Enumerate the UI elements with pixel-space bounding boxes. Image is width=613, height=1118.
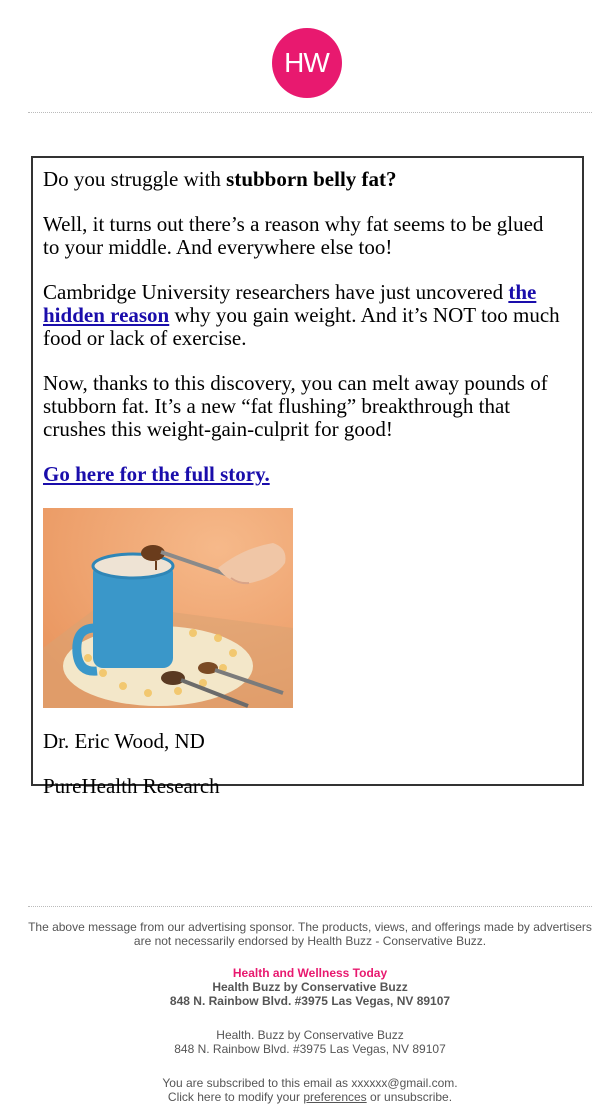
research-prefix: Cambridge University researchers have just uncovered [43, 280, 509, 304]
brand-name: Health and Wellness Today [232, 966, 388, 980]
message-body [43, 168, 563, 820]
modify-line [28, 1090, 592, 1104]
paragraph-discovery: Now, thanks to this discovery, you can melt away pounds of stubborn fat. It’s a new “fat flushing” breakthrough that crushes this weight-gain-culprit for good! [43, 371, 548, 441]
paragraph-intro [43, 168, 563, 191]
logo-text: HW [284, 47, 329, 78]
brand-logo[interactable] [272, 28, 342, 98]
signature-name: Dr. Eric Wood, ND [43, 729, 205, 753]
intro-bold: stubborn belly fat? [226, 167, 397, 191]
intro-text: Do you struggle with [43, 167, 227, 191]
sponsor-disclaimer: The above message from our advertising sponsor. The products, views, and offerings made by advertisers are not necessarily endorsed by Health Buzz - Conservative Buzz. [28, 920, 592, 948]
hidden-reason-link[interactable]: the hidden reason [43, 280, 537, 327]
header-divider [28, 112, 592, 113]
modify-prefix: Click here to modify your [167, 1090, 304, 1104]
paragraph-reason: Well, it turns out there’s a reason why fat seems to be glued to your middle. And everywhere else too! [43, 212, 544, 259]
footer-brand-block [28, 966, 592, 1008]
full-story-link[interactable]: Go here for the full story. [43, 462, 270, 486]
publisher-address: 848 N. Rainbow Blvd. #3975 Las Vegas, NV 89107 [174, 1042, 446, 1056]
header-logo-area [0, 28, 613, 98]
footer-divider [28, 906, 592, 907]
subscribed-notice: You are subscribed to this email as xxxxxx@gmail.com. [162, 1076, 458, 1090]
message-card [31, 156, 584, 798]
product-photo[interactable] [43, 508, 293, 708]
brand-address: 848 N. Rainbow Blvd. #3975 Las Vegas, NV 89107 [169, 994, 451, 1008]
cta-paragraph [43, 463, 563, 486]
publisher-name: Health. Buzz by Conservative Buzz [216, 1028, 404, 1042]
modify-suffix: or unsubscribe. [366, 1090, 453, 1104]
preferences-link[interactable]: preferences [303, 1090, 367, 1104]
paragraph-research [43, 281, 563, 350]
footer-address-block [28, 1028, 592, 1056]
brand-publisher: Health Buzz by Conservative Buzz [212, 980, 408, 994]
subscription-block [28, 1076, 592, 1104]
research-suffix: why you gain weight. And it’s NOT too much food or lack of exercise. [43, 303, 560, 350]
signature-org: PureHealth Research [43, 774, 220, 798]
